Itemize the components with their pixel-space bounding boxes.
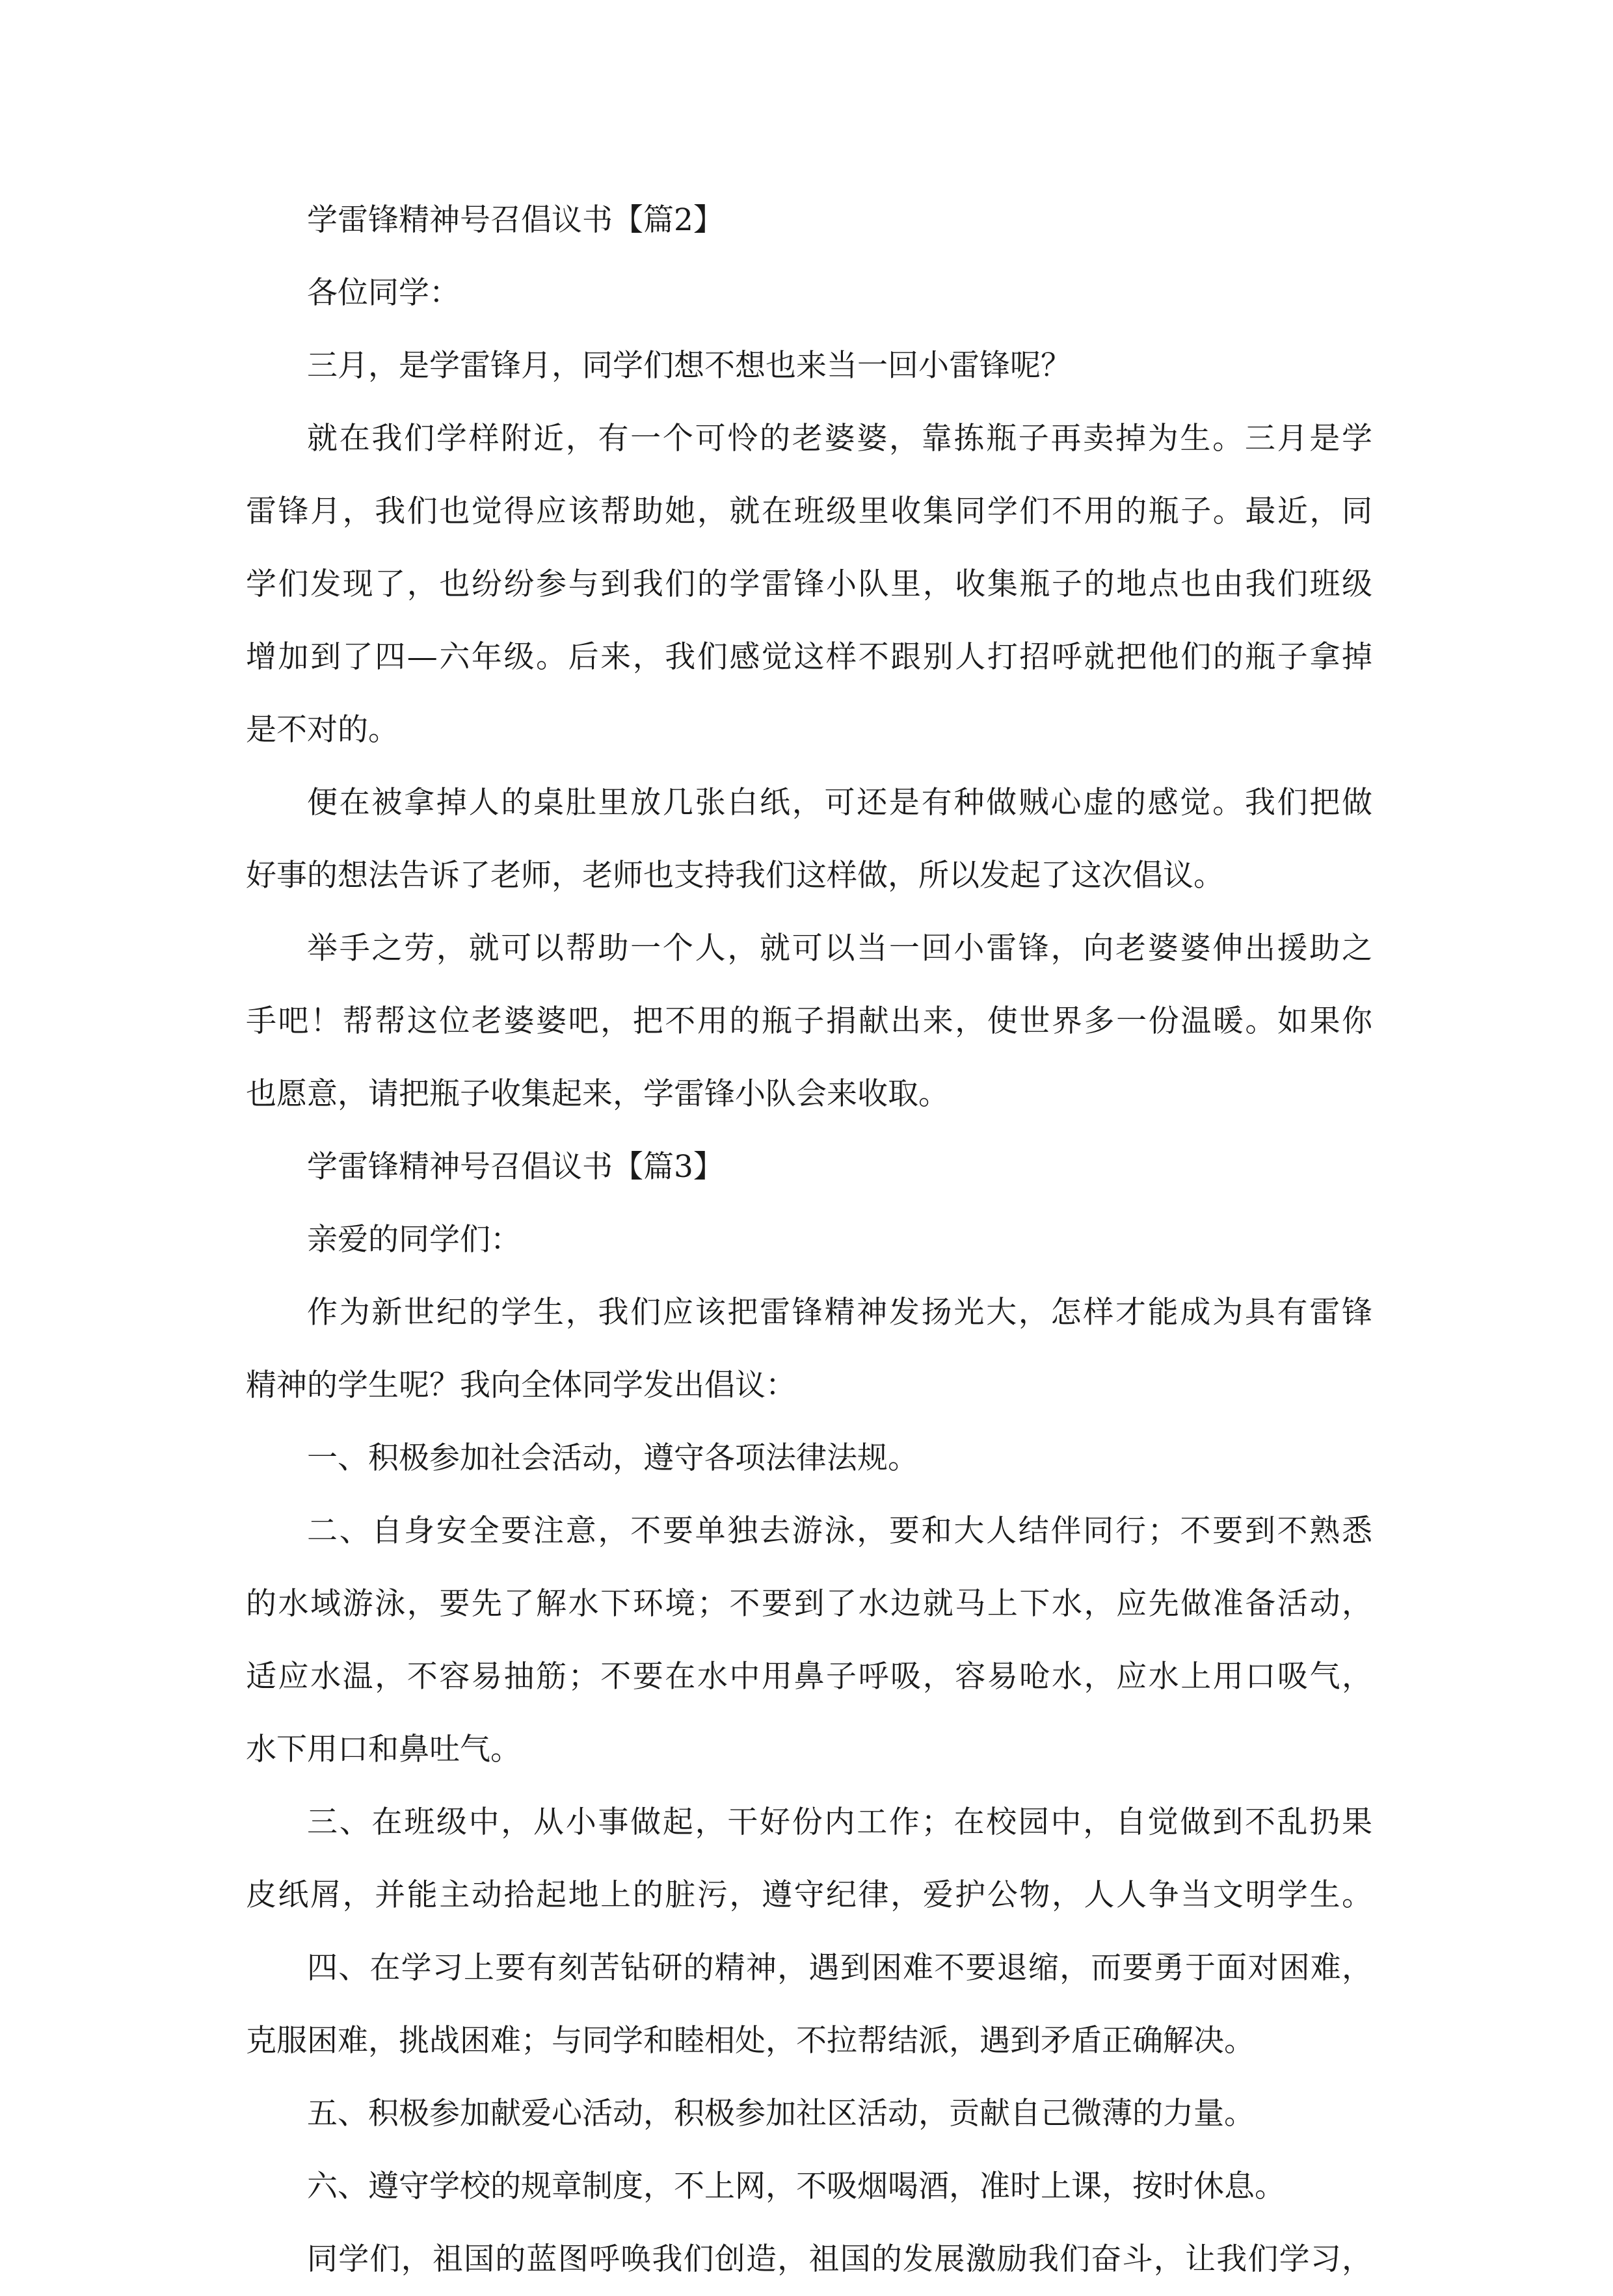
list-item-line: 三、在班级中，从小事做起，干好份内工作；在校园中，自觉做到不乱扔果 bbox=[307, 1804, 1372, 1840]
list-item-line: 五、积极参加献爱心活动，积极参加社区活动，贡献自己微薄的力量。 bbox=[307, 2096, 1255, 2131]
paragraph-line: 增加到了四—六年级。后来，我们感觉这样不跟别人打招呼就把他们的瓶子拿掉 bbox=[246, 639, 1372, 675]
document-body bbox=[246, 184, 1372, 2296]
list-item-line: 适应水温，不容易抽筋；不要在水中用鼻子呼吸，容易呛水，应水上用口吸气， bbox=[246, 1659, 1372, 1695]
list-item-line: 水下用口和鼻吐气。 bbox=[246, 1732, 521, 1767]
paragraph-line: 精神的学生呢？我向全体同学发出倡议： bbox=[246, 1367, 796, 1403]
list-item-line: 六、遵守学校的规章制度，不上网，不吸烟喝酒，准时上课，按时休息。 bbox=[307, 2169, 1285, 2204]
paragraph-line: 就在我们学样附近，有一个可怜的老婆婆，靠拣瓶子再卖掉为生。三月是学 bbox=[307, 421, 1372, 456]
paragraph-line: 也愿意，请把瓶子收集起来，学雷锋小队会来收取。 bbox=[246, 1076, 949, 1112]
list-item-line: 四、在学习上要有刻苦钻研的精神，遇到困难不要退缩，而要勇于面对困难， bbox=[307, 1950, 1372, 1986]
list-item-line: 皮纸屑，并能主动拾起地上的脏污，遵守纪律，爱护公物，人人争当文明学生。 bbox=[246, 1877, 1372, 1913]
paragraph-line: 便在被拿掉人的桌肚里放几张白纸，可还是有种做贼心虚的感觉。我们把做 bbox=[307, 785, 1372, 821]
list-item-line: 二、自身安全要注意，不要单独去游泳，要和大人结伴同行；不要到不熟悉 bbox=[307, 1513, 1372, 1549]
paragraph-line: 是不对的。 bbox=[246, 712, 399, 748]
section-heading-2: 学雷锋精神号召倡议书【篇2】 bbox=[307, 202, 724, 238]
section-heading-3: 学雷锋精神号召倡议书【篇3】 bbox=[307, 1149, 724, 1185]
list-item-line: 克服困难，挑战困难；与同学和睦相处，不拉帮结派，遇到矛盾正确解决。 bbox=[246, 2023, 1255, 2059]
paragraph-line: 三月，是学雷锋月，同学们想不想也来当一回小雷锋呢？ bbox=[307, 348, 1071, 384]
paragraph-line: 作为新世纪的学生，我们应该把雷锋精神发扬光大，怎样才能成为具有雷锋 bbox=[307, 1295, 1372, 1330]
salutation: 亲爱的同学们： bbox=[307, 1222, 521, 1258]
paragraph-line: 手吧！帮帮这位老婆婆吧，把不用的瓶子捐献出来，使世界多一份温暖。如果你 bbox=[246, 1003, 1372, 1039]
paragraph-line: 学们发现了，也纷纷参与到我们的学雷锋小队里，收集瓶子的地点也由我们班级 bbox=[246, 566, 1372, 602]
paragraph-line: 雷锋月，我们也觉得应该帮助她，就在班级里收集同学们不用的瓶子。最近，同 bbox=[246, 494, 1372, 529]
list-item-line: 一、积极参加社会活动，遵守各项法律法规。 bbox=[307, 1440, 918, 1476]
paragraph-line: 同学们，祖国的蓝图呼唤我们创造，祖国的发展激励我们奋斗，让我们学习， bbox=[307, 2241, 1372, 2277]
paragraph-line: 好事的想法告诉了老师，老师也支持我们这样做，所以发起了这次倡议。 bbox=[246, 858, 1224, 893]
paragraph-line: 举手之劳，就可以帮助一个人，就可以当一回小雷锋，向老婆婆伸出援助之 bbox=[307, 930, 1372, 966]
salutation: 各位同学： bbox=[307, 275, 460, 311]
list-item-line: 的水域游泳，要先了解水下环境；不要到了水边就马上下水，应先做准备活动， bbox=[246, 1586, 1372, 1622]
